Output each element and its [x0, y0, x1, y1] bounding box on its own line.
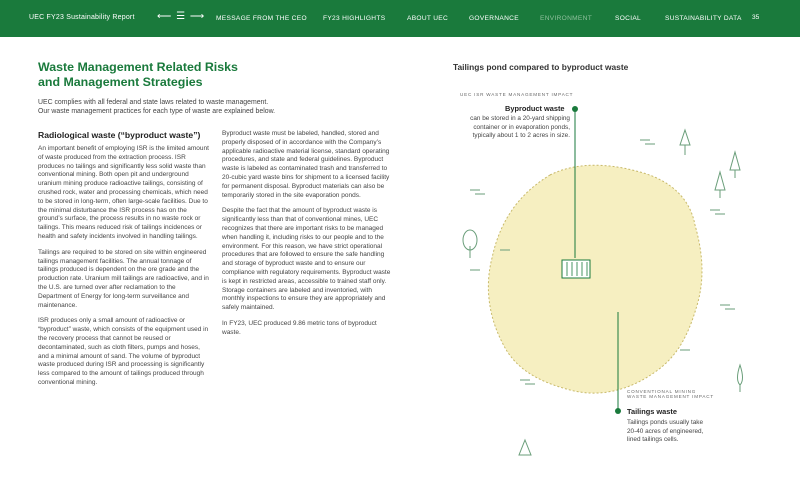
tailings-desc-line-3: lined tailings cells.: [627, 436, 679, 444]
top-nav-bar: [0, 0, 800, 37]
isr-impact-label: UEC ISR WASTE MANAGEMENT IMPACT: [460, 92, 574, 97]
byproduct-desc-line-3: typically about 1 to 2 acres in size.: [472, 132, 570, 140]
shipping-container-icon: [562, 260, 590, 278]
tailings-waste-description: [627, 419, 747, 445]
intro-line-2: Our waste management practices for each type of waste are explained below.: [38, 108, 276, 116]
nav-social[interactable]: SOCIAL: [615, 15, 641, 22]
paragraph: An important benefit of employing ISR is the limited amount of waste produced from the extraction process. ISR produces no tailings and significantly less solid waste than conventional mining. Both open pit and underground uranium mining produce radioactive tailings, consisting of crushed rock, water and processing chemicals, which need to be stored in long-term, often large-scale facilities. Due to the minimal disturbance the ISR process has on the ground’s surface, the process results in no waste rock or tailings. This means reduced risk of tailings incidences or health and safety incidents involved in handling tailings.: [38, 145, 209, 240]
paragraph: Despite the fact that the amount of byproduct waste is significantly less than that of conventional mines, UEC recognizes that there are important risks to be managed when handling it, including risks to our people and to the environment. For this reason, we have strict operational procedures that are followed to ensure the safe handling and storage of byproduct waste and to ensure our compliance with regulatory requirements. Byproduct waste is kept in restricted areas, accessible to trained staff only. Storage containers are labeled and inventoried, with monthly inspections to ensure they are appropriately and safely maintained.: [222, 207, 391, 312]
nav-about-uec[interactable]: ABOUT UEC: [407, 15, 449, 22]
nav-environment[interactable]: ENVIRONMENT: [540, 15, 593, 22]
page-title: [38, 60, 238, 90]
intro-line-1: UEC complies with all federal and state laws related to waste management.: [38, 99, 269, 106]
nav-message-from-ceo[interactable]: MESSAGE FROM THE CEO: [216, 15, 307, 22]
tailings-marker-dot: [615, 408, 621, 414]
page-title-line-1: Waste Management Related Risks: [38, 60, 238, 74]
conv-label-line-1: CONVENTIONAL MINING: [627, 389, 697, 394]
report-title: UEC FY23 Sustainability Report: [29, 14, 135, 21]
tailings-waste-title: Tailings waste: [627, 407, 677, 416]
figure-title: Tailings pond compared to byproduct waste: [453, 62, 629, 72]
byproduct-waste-title: Byproduct waste: [505, 104, 565, 113]
paragraph: Byproduct waste must be labeled, handled, stored and properly disposed of in accordance with the Company’s applicable radioactive material license, standard operating procedures, and state and federal guidelines. Byproduct waste is labeled as contaminated trash and transferred to 20-cubic yard waste bins for shipment to a licensed facility for permanent disposal. Byproduct materials can also be temporarily stored in the site evaporation ponds.: [222, 130, 390, 199]
nav-sustainability-data[interactable]: SUSTAINABILITY DATA: [665, 15, 742, 22]
tailings-figure: [440, 80, 780, 460]
byproduct-desc-line-1: can be stored in a 20-yard shipping: [470, 115, 570, 122]
text-column-2: [222, 130, 394, 345]
nav-fy23-highlights[interactable]: FY23 HIGHLIGHTS: [323, 15, 386, 22]
paragraph: In FY23, UEC produced 9.86 metric tons of byproduct waste.: [222, 319, 377, 336]
paragraph: ISR produces only a small amount of radioactive or “byproduct” waste, which consists of the equipment used in the recovery process that cannot be reused or decontaminated, such as cloth filters, pumps and hoses, and a minimal amount of sand. The volume of byproduct waste produced during ISR and processing is significantly less compared to the amount of tailings produced through conventional mining.: [38, 317, 209, 386]
conventional-impact-label: [627, 389, 714, 399]
byproduct-desc-line-2: container or in evaporation ponds,: [473, 123, 570, 131]
intro-text: [38, 98, 338, 116]
text-column-1: [38, 145, 210, 395]
nav-governance[interactable]: GOVERNANCE: [469, 15, 519, 22]
byproduct-marker-dot: [572, 106, 578, 112]
byproduct-waste-description: [458, 115, 570, 141]
paragraph: Tailings are required to be stored on site within engineered tailings management facilities. The annual tonnage of tailings produced is dependent on the ore grade and the production rate. Uranium mill tailings are radioactive, and in the U.S. are turned over after reclamation to the Department of Energy for long-term surveillance and maintenance.: [38, 248, 209, 309]
tailings-desc-line-1: Tailings ponds usually take: [627, 419, 704, 426]
conv-label-line-2: WASTE MANAGEMENT IMPACT: [627, 394, 714, 399]
tailings-pond-shape: [488, 165, 702, 393]
tailings-desc-line-2: 20-40 acres of engineered,: [627, 427, 704, 435]
section-heading: Radiological waste (“byproduct waste”): [38, 130, 201, 140]
page-nav-arrows[interactable]: ⟵ ☰ ⟶: [157, 11, 206, 22]
page-title-line-2: and Management Strategies: [38, 75, 203, 89]
page-number: 35: [752, 14, 760, 21]
